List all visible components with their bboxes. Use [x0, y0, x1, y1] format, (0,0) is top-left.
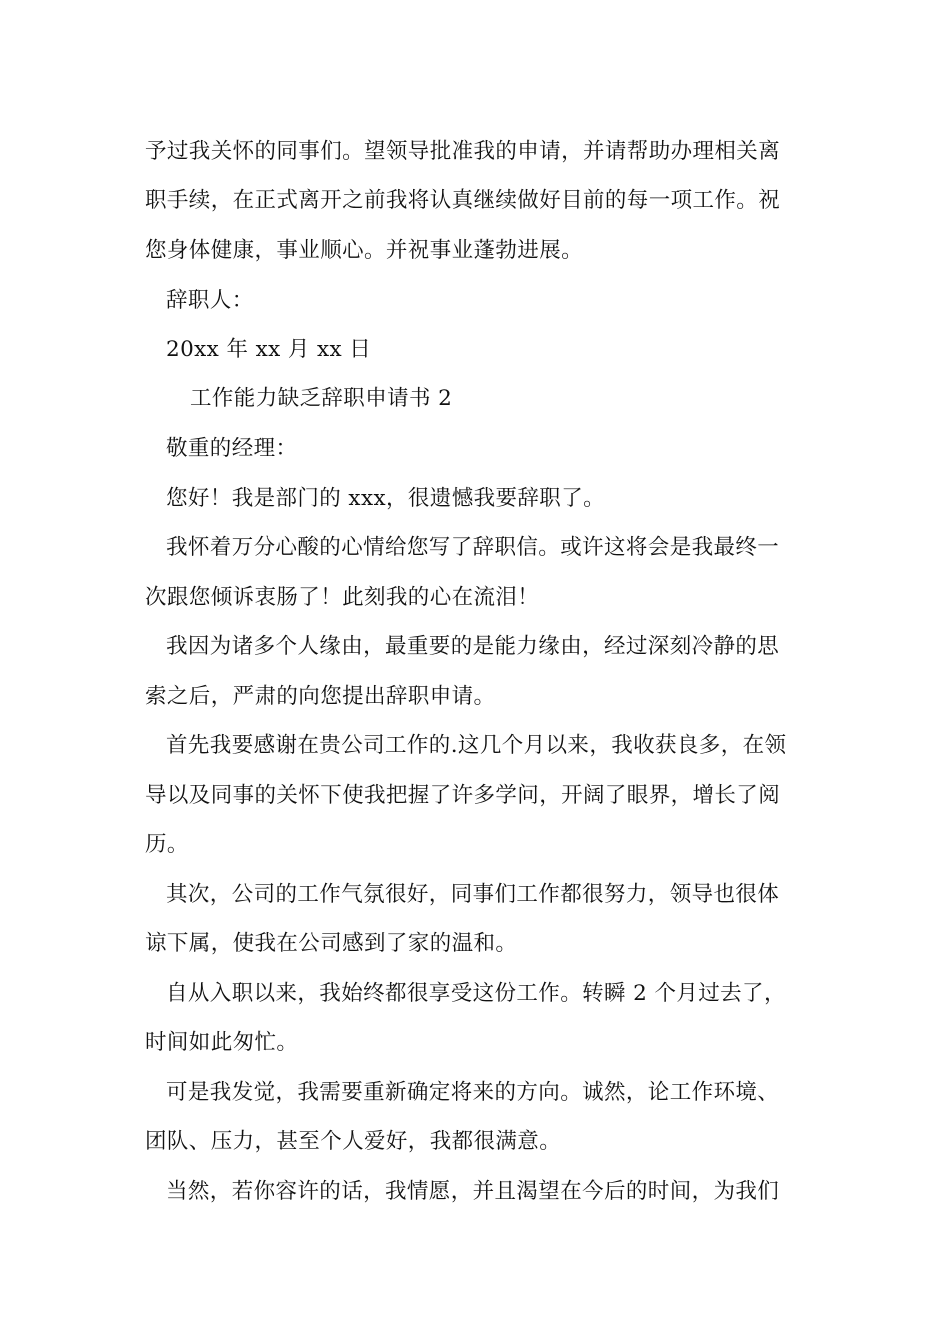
paragraph-line: 时间如此匆忙。: [145, 1030, 299, 1055]
date-line: 20xx 年 xx 月 xx 日: [166, 337, 372, 362]
paragraph-line: 我怀着万分心酸的心情给您写了辞职信。或许这将会是我最终一: [166, 535, 780, 560]
paragraph-line: 导以及同事的关怀下使我把握了许多学问，开阔了眼界，增长了阅: [145, 783, 781, 808]
paragraph-line: 谅下属，使我在公司感到了家的温和。: [145, 931, 518, 956]
paragraph-line: 可是我发觉，我需要重新确定将来的方向。诚然，论工作环境、: [166, 1080, 780, 1105]
paragraph-line: 予过我关怀的同事们。望领导批准我的申请，并请帮助办理相关离: [145, 139, 781, 164]
paragraph-line: 次跟您倾诉衷肠了！此刻我的心在流泪！: [145, 585, 540, 610]
paragraph-line: 您好！我是部门的 xxx，很遗憾我要辞职了。: [166, 486, 606, 511]
section-title: 工作能力缺乏辞职申请书 2: [190, 386, 453, 411]
paragraph-line: 职手续，在正式离开之前我将认真继续做好目前的每一项工作。祝: [145, 188, 781, 213]
paragraph-line: 团队、压力，甚至个人爱好，我都很满意。: [145, 1129, 562, 1154]
signature-label: 辞职人：: [166, 288, 254, 313]
paragraph-line: 首先我要感谢在贵公司工作的.这几个月以来，我收获良多，在领: [166, 733, 787, 758]
paragraph-line: 我因为诸多个人缘由，最重要的是能力缘由，经过深刻冷静的思: [166, 634, 780, 659]
salutation: 敬重的经理：: [166, 436, 298, 461]
paragraph-line: 当然，若你容许的话，我情愿，并且渴望在今后的时间，为我们: [166, 1179, 780, 1204]
paragraph-line: 历。: [145, 832, 189, 857]
paragraph-line: 自从入职以来，我始终都很享受这份工作。转瞬 2 个月过去了，: [166, 981, 786, 1006]
paragraph-line: 索之后，严肃的向您提出辞职申请。: [145, 684, 496, 709]
paragraph-line: 您身体健康，事业顺心。并祝事业蓬勃进展。: [145, 238, 584, 263]
paragraph-line: 其次，公司的工作气氛很好，同事们工作都很努力，领导也很体: [166, 882, 780, 907]
